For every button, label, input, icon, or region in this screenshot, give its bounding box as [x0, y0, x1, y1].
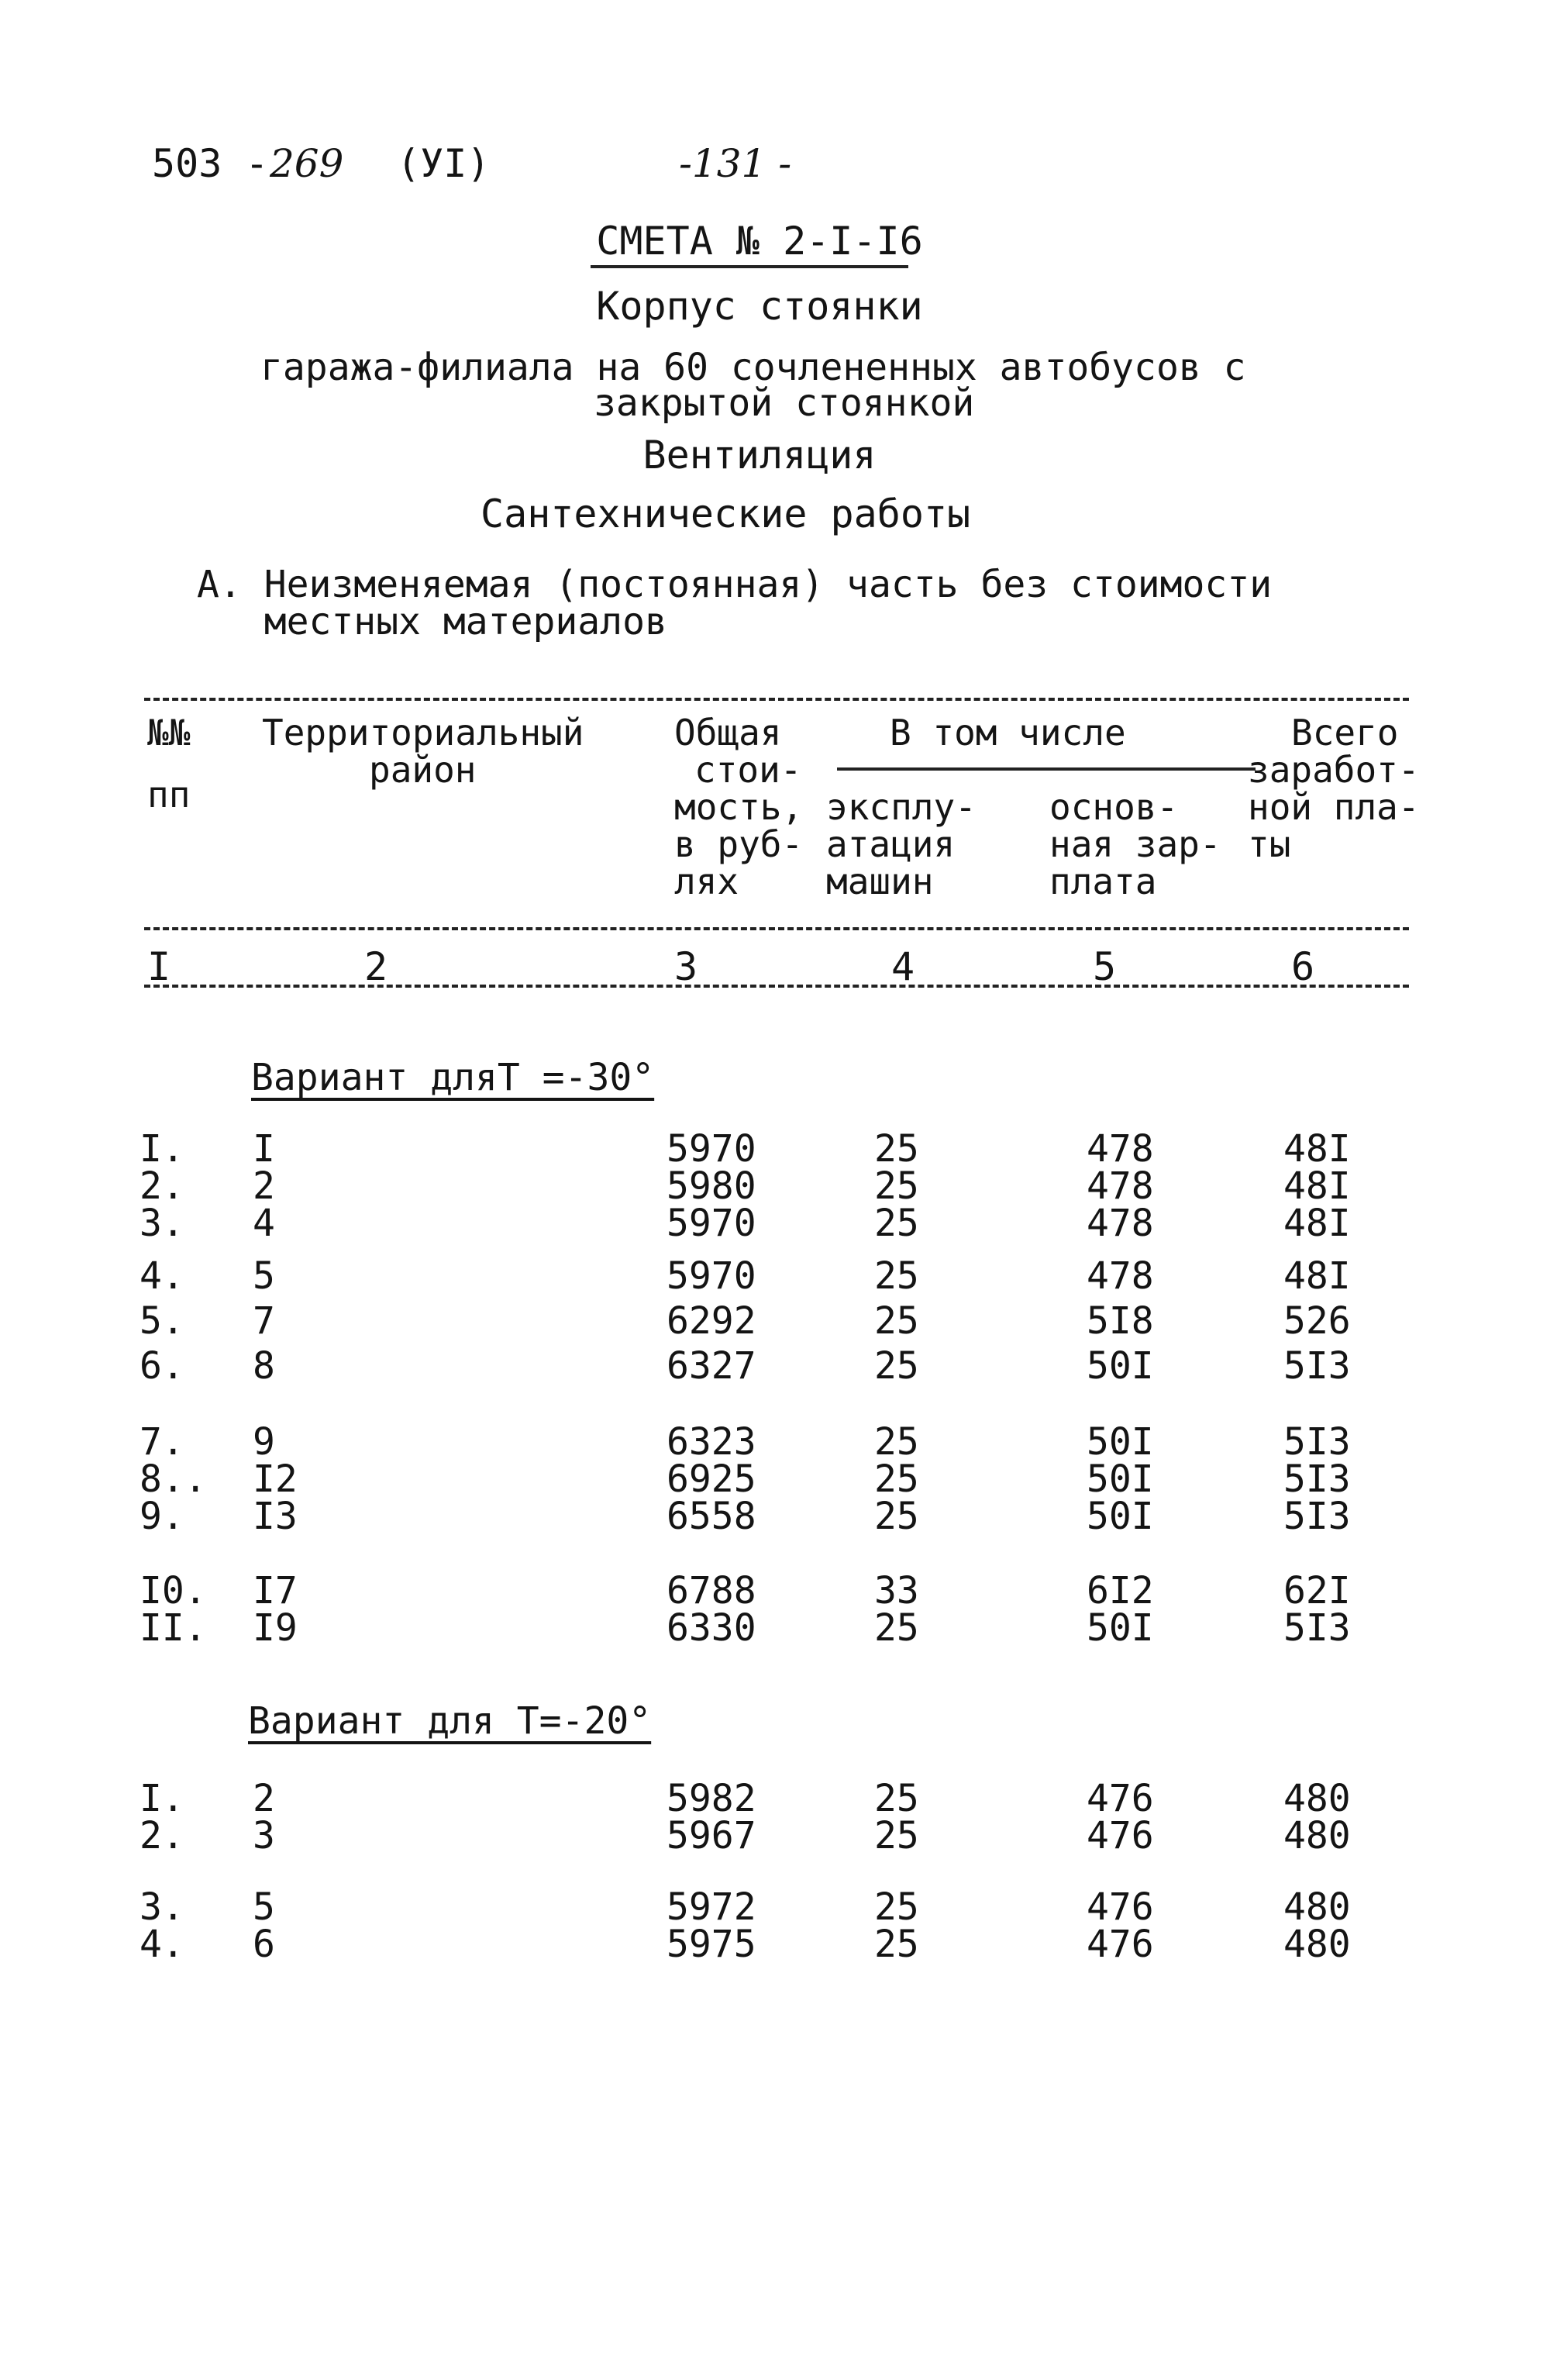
header-col2-line1: Территориальный [262, 712, 584, 754]
cell-region: 8 [253, 1344, 275, 1388]
header-col3-line5: лях [674, 861, 739, 902]
cell-machines: 25 [874, 1202, 919, 1245]
cell-region: 5 [253, 1254, 275, 1298]
cell-num: 2. [140, 1814, 184, 1857]
cell-region: 7 [253, 1299, 275, 1343]
cell-salary: 50I [1087, 1457, 1154, 1501]
cell-salary: 50I [1087, 1606, 1154, 1650]
cell-region: 3 [253, 1814, 275, 1857]
estimate-title-underline [591, 265, 908, 268]
cell-machines: 25 [874, 1814, 919, 1857]
cell-machines: 25 [874, 1495, 919, 1538]
header-col6-line3: ной пла- [1248, 786, 1420, 828]
cell-total: 6323 [667, 1420, 756, 1464]
cell-total: 5975 [667, 1923, 756, 1966]
col-number-5: 5 [1093, 944, 1117, 989]
cell-machines: 25 [874, 1127, 919, 1171]
header-col5-line2: ная зар- [1049, 823, 1221, 865]
cell-num: 3. [140, 1885, 184, 1929]
cell-total: 6788 [667, 1569, 756, 1613]
header-col1-line2: пп [147, 774, 191, 816]
cell-region: I2 [253, 1457, 298, 1501]
col-numbers-underline [144, 985, 1409, 988]
cell-machines: 25 [874, 1606, 919, 1650]
variant-title-2: Вариант для Т=-20° [248, 1699, 652, 1743]
doc-number: 269 [270, 141, 344, 186]
cell-total: 6330 [667, 1606, 756, 1650]
cell-total-salary: 5I3 [1283, 1420, 1351, 1464]
cell-machines: 25 [874, 1254, 919, 1298]
cell-machines: 25 [874, 1923, 919, 1966]
cell-num: 6. [140, 1344, 184, 1388]
cell-salary: 476 [1087, 1885, 1154, 1929]
cell-total-salary: 62I [1283, 1569, 1351, 1613]
cell-total-salary: 5I3 [1283, 1606, 1351, 1650]
cell-total-salary: 48I [1283, 1127, 1351, 1171]
cell-num: 4. [140, 1923, 184, 1966]
header-col2-line2: район [369, 749, 477, 791]
cell-total: 5970 [667, 1127, 756, 1171]
cell-region: 2 [253, 1777, 275, 1820]
cell-machines: 25 [874, 1885, 919, 1929]
col-number-2: 2 [364, 944, 388, 989]
header-group-rule [837, 767, 1256, 771]
cell-num: 4. [140, 1254, 184, 1298]
cell-total: 6292 [667, 1299, 756, 1343]
cell-total: 6558 [667, 1495, 756, 1538]
table-top-rule [144, 698, 1409, 701]
cell-salary: 50I [1087, 1344, 1154, 1388]
cell-salary: 5I8 [1087, 1299, 1154, 1343]
col-number-3: 3 [674, 944, 698, 989]
cell-num: I. [140, 1777, 184, 1820]
cell-region: 6 [253, 1923, 275, 1966]
cell-machines: 25 [874, 1299, 919, 1343]
cell-total-salary: 526 [1283, 1299, 1351, 1343]
cell-num: 8.. [140, 1457, 207, 1501]
cell-num: 2. [140, 1164, 184, 1208]
cell-total-salary: 480 [1283, 1885, 1351, 1929]
header-col6-line1: Всего [1291, 712, 1399, 754]
cell-total: 5980 [667, 1164, 756, 1208]
cell-region: 5 [253, 1885, 275, 1929]
building-desc-line1: гаража-филиала на 60 сочлененных автобусов с [260, 346, 1246, 389]
header-col6-line4: ты [1248, 823, 1291, 865]
cell-machines: 33 [874, 1569, 919, 1613]
cell-region: 4 [253, 1202, 275, 1245]
header-col3-line4: в руб- [674, 823, 804, 865]
header-col5-line1: основ- [1049, 786, 1179, 828]
estimate-title: СМЕТА № 2-I-I6 [596, 219, 923, 264]
cell-total-salary: 480 [1283, 1814, 1351, 1857]
cell-num: I. [140, 1127, 184, 1171]
part-a-line1: А. Неизменяемая (постоянная) часть без стоимости [197, 563, 1273, 606]
building-title: Корпус стоянки [596, 284, 923, 329]
doc-code: 503 - [152, 141, 269, 186]
cell-region: 9 [253, 1420, 275, 1464]
section-code: (УI) [397, 141, 491, 186]
header-col1-line1: №№ [147, 712, 191, 754]
cell-region: 2 [253, 1164, 275, 1208]
cell-num: 7. [140, 1420, 184, 1464]
cell-salary: 478 [1087, 1254, 1154, 1298]
cell-num: 9. [140, 1495, 184, 1538]
header-col4-line1: эксплу- [826, 786, 977, 828]
cell-salary: 476 [1087, 1777, 1154, 1820]
cell-salary: 476 [1087, 1814, 1154, 1857]
cell-salary: 478 [1087, 1127, 1154, 1171]
cell-machines: 25 [874, 1777, 919, 1820]
cell-total-salary: 48I [1283, 1254, 1351, 1298]
cell-total-salary: 5I3 [1283, 1344, 1351, 1388]
header-col6-line2: заработ- [1248, 749, 1420, 791]
cell-num: 5. [140, 1299, 184, 1343]
cell-total: 5972 [667, 1885, 756, 1929]
cell-salary: 50I [1087, 1420, 1154, 1464]
cell-region: I7 [253, 1569, 298, 1613]
cell-machines: 25 [874, 1457, 919, 1501]
cell-total-salary: 480 [1283, 1777, 1351, 1820]
cell-num: I0. [140, 1569, 207, 1613]
cell-total: 6925 [667, 1457, 756, 1501]
cell-num: II. [140, 1606, 207, 1650]
cell-salary: 476 [1087, 1923, 1154, 1966]
cell-salary: 478 [1087, 1202, 1154, 1245]
cell-total-salary: 480 [1283, 1923, 1351, 1966]
cell-total: 5967 [667, 1814, 756, 1857]
header-bottom-rule [144, 927, 1409, 930]
system-title: Вентиляция [642, 433, 877, 478]
col-number-6: 6 [1291, 944, 1315, 989]
cell-region: I [253, 1127, 275, 1171]
cell-salary: 6I2 [1087, 1569, 1154, 1613]
cell-total: 5970 [667, 1202, 756, 1245]
col-number-1: I [147, 944, 171, 989]
header-col3-line3: мость, [674, 786, 804, 828]
cell-region: I9 [253, 1606, 298, 1650]
cell-salary: 50I [1087, 1495, 1154, 1538]
cell-machines: 25 [874, 1164, 919, 1208]
cell-total: 6327 [667, 1344, 756, 1388]
cell-num: 3. [140, 1202, 184, 1245]
header-col4-line2: атация [826, 823, 956, 865]
cell-total-salary: 48I [1283, 1164, 1351, 1208]
cell-total-salary: 5I3 [1283, 1457, 1351, 1501]
works-title: Сантехнические работы [481, 492, 971, 536]
cell-total-salary: 48I [1283, 1202, 1351, 1245]
cell-machines: 25 [874, 1344, 919, 1388]
cell-total: 5982 [667, 1777, 756, 1820]
page-number: -131 - [679, 141, 792, 186]
cell-total-salary: 5I3 [1283, 1495, 1351, 1538]
part-a-line2: местных материалов [197, 600, 667, 643]
header-group: В том числе [890, 712, 1126, 754]
cell-region: I3 [253, 1495, 298, 1538]
header-col5-line3: плата [1049, 861, 1157, 902]
header-col4-line3: машин [826, 861, 934, 902]
cell-machines: 25 [874, 1420, 919, 1464]
col-number-4: 4 [891, 944, 915, 989]
variant-title-1: Вариант дляТ =-30° [251, 1056, 655, 1099]
cell-total: 5970 [667, 1254, 756, 1298]
header-col3-line2: стои- [694, 749, 802, 791]
header-col3-line1: Общая [674, 712, 782, 754]
cell-salary: 478 [1087, 1164, 1154, 1208]
building-desc-line2: закрытой стоянкой [594, 381, 975, 425]
